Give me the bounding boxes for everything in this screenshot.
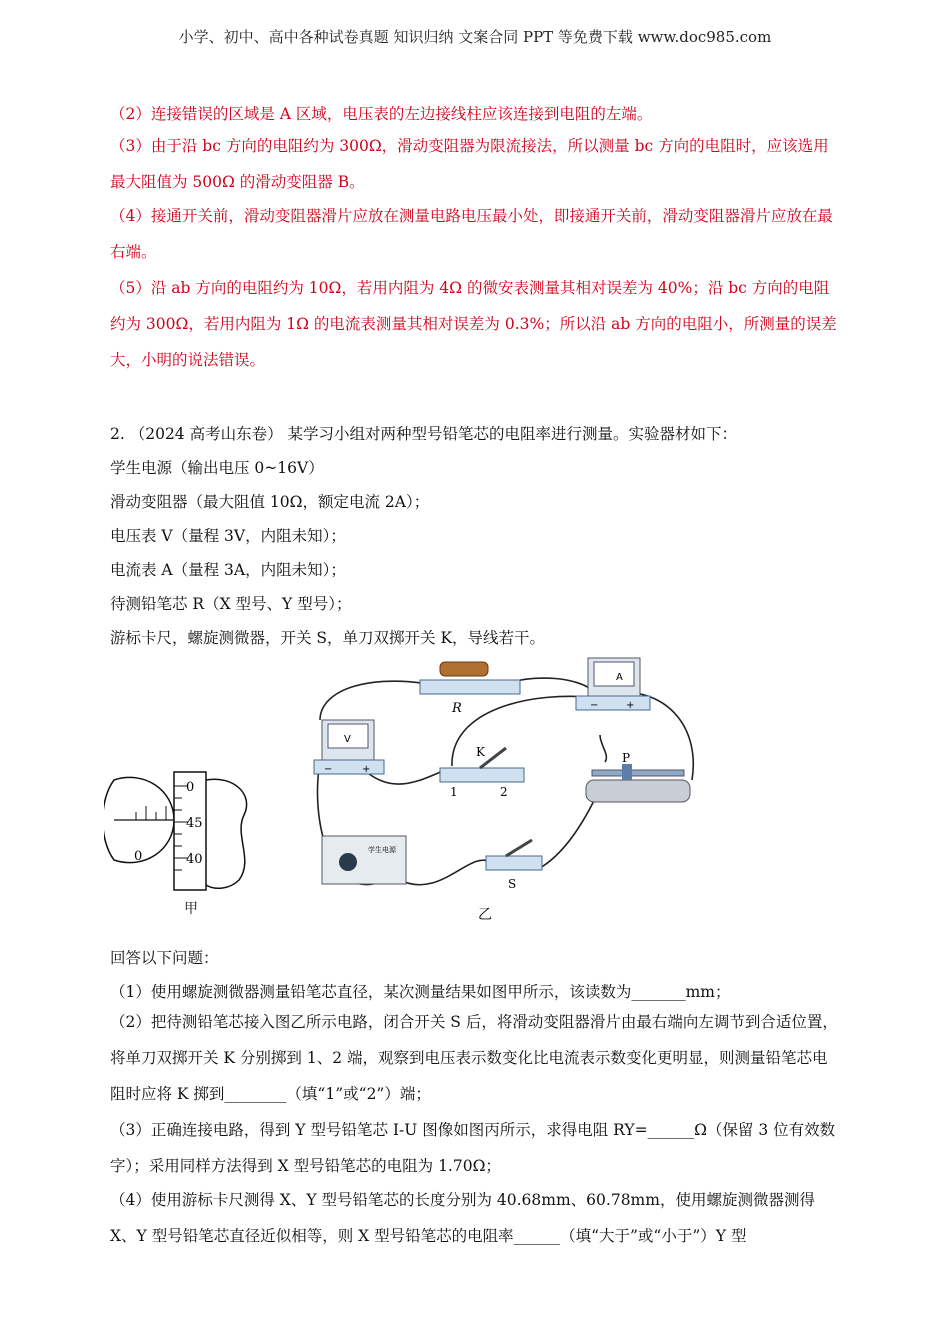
question-title: 2. （2024 高考山东卷） 某学习小组对两种型号铅笔芯的电阻率进行测量。实验器材如下： — [110, 425, 738, 443]
ammeter-minus: − — [590, 700, 599, 711]
answer-4: （4）接通开关前，滑动变阻器滑片应放在测量电路电压最小处，即接通开关前，滑动变阻器滑片应放在最右端。 — [110, 207, 833, 261]
question-prompt: 回答以下问题： — [110, 949, 219, 967]
question-part-4: （4）使用游标卡尺测得 X、Y 型号铅笔芯的长度分别为 40.68mm、60.78mm，使用螺旋测微器测得 X、Y 型号铅笔芯直径近似相等，则 X 型号铅笔芯的电阻率______（填“大于”或“小于”）Y 型 — [110, 1191, 815, 1245]
ammeter-letter: A — [616, 672, 623, 683]
question-part-2: （2）把待测铅笔芯接入图乙所示电路，闭合开关 S 后，将滑动变阻器滑片由最右端向左调节到合适位置，将单刀双掷开关 K 分别掷到 1、2 端，观察到电压表示数变化比电流表示数变化更明显，则测量铅笔芯电阻时应将 K 掷到________（填“1”或“2”）端； — [110, 1013, 838, 1103]
material-1: 学生电源（输出电压 0~16V） — [110, 459, 324, 477]
voltmeter-letter: V — [344, 734, 351, 745]
switch-k-terminal-1: 1 — [450, 785, 458, 799]
material-2: 滑动变阻器（最大阻值 10Ω，额定电流 2A）； — [110, 493, 430, 511]
thimble-mark-0: 0 — [186, 780, 195, 795]
voltmeter-minus: − — [324, 764, 333, 775]
switch-s-label: S — [508, 877, 517, 891]
question-part-1: （1）使用螺旋测微器测量铅笔芯直径，某次测量结果如图甲所示，该读数为_______mm； — [110, 983, 731, 1001]
question-part-3: （3）正确连接电路，得到 Y 型号铅笔芯 I-U 图像如图丙所示，求得电阻 RY=______Ω（保留 3 位有效数字）；采用同样方法得到 X 型号铅笔芯的电阻为 1.70Ω； — [110, 1121, 836, 1175]
sleeve-zero-label: 0 — [134, 849, 143, 864]
thimble-mark-40: 40 — [186, 852, 203, 867]
figure-jia-caption: 甲 — [184, 901, 198, 917]
figure-yi-circuit — [300, 650, 720, 905]
ammeter-plus: + — [626, 700, 635, 711]
resistor-label: R — [452, 701, 462, 716]
material-6: 游标卡尺，螺旋测微器，开关 S，单刀双掷开关 K，导线若干。 — [110, 629, 546, 647]
answer-2: （2）连接错误的区域是 A 区域，电压表的左边接线柱应该连接到电阻的左端。 — [110, 105, 653, 123]
switch-k-terminal-2: 2 — [500, 785, 508, 799]
figure-jia-micrometer — [104, 760, 274, 900]
power-supply-label: 学生电源 — [368, 846, 396, 854]
switch-k-label: K — [476, 745, 485, 759]
material-3: 电压表 V（量程 3V，内阻未知）； — [110, 527, 346, 545]
material-5: 待测铅笔芯 R（X 型号、Y 型号）； — [110, 595, 352, 613]
answer-3: （3）由于沿 bc 方向的电阻约为 300Ω，滑动变阻器为限流接法，所以测量 bc 方向的电阻时，应该选用最大阻值为 500Ω 的滑动变阻器 B。 — [110, 137, 829, 191]
figure-yi-caption: 乙 — [478, 907, 492, 923]
slider-label: P — [622, 751, 631, 765]
answer-5: （5）沿 ab 方向的电阻约为 10Ω，若用内阻为 4Ω 的微安表测量其相对误差为 40%；沿 bc 方向的电阻约为 300Ω，若用内阻为 1Ω 的电流表测量其相对误差为 0.3%；所以沿 ab 方向的电阻小，所测量的误差大，小明的说法错误。 — [110, 279, 837, 369]
material-4: 电流表 A（量程 3A，内阻未知）； — [110, 561, 346, 579]
thimble-mark-45: 45 — [186, 816, 203, 831]
page-header: 小学、初中、高中各种试卷真题 知识归纳 文案合同 PPT 等免费下载 www.doc985.com — [178, 28, 772, 46]
voltmeter-plus: + — [362, 764, 371, 775]
